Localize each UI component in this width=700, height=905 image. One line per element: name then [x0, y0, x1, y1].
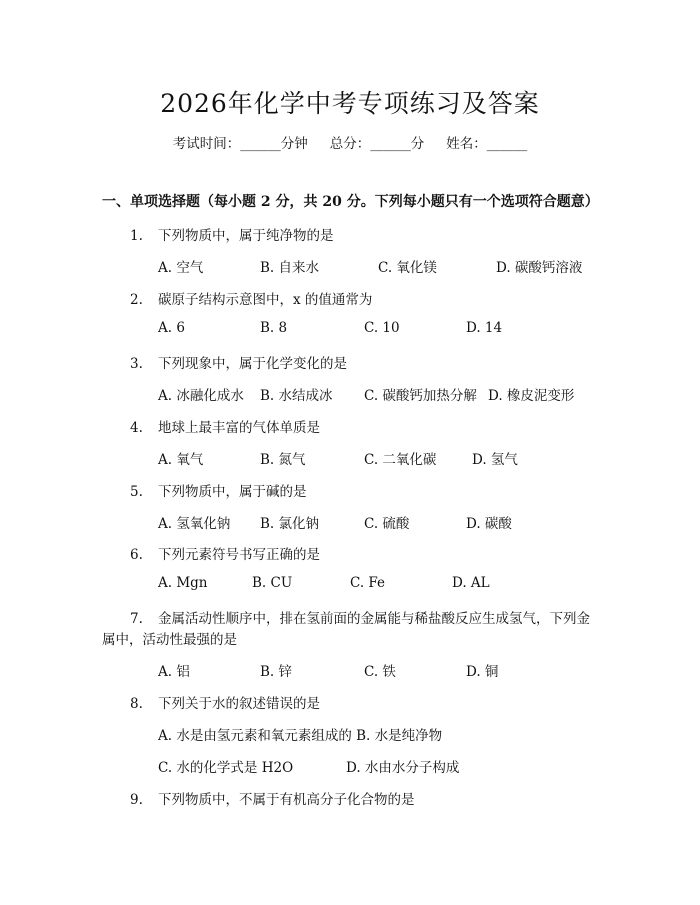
option-a: A. 氢氧化钠 — [158, 516, 231, 532]
option-b: B. CU — [252, 575, 293, 591]
question-text: 下列物质中，属于纯净物的是 — [158, 228, 334, 244]
question-4 — [130, 416, 320, 436]
exam-info-row — [0, 132, 700, 152]
option-c: C. 铁 — [364, 664, 396, 680]
question-text: 下列关于水的叙述错误的是 — [158, 696, 320, 712]
option-c: C. 10 — [364, 320, 400, 336]
question-9 — [130, 788, 415, 808]
option-b: B. 水结成冰 — [260, 388, 333, 404]
option-d: D. 橡皮泥变形 — [488, 388, 575, 404]
option-a: A. 6 — [158, 320, 185, 336]
question-text: 地球上最丰富的气体单质是 — [158, 420, 320, 436]
option-d: D. 碳酸 — [466, 516, 512, 532]
question-number: 5. — [130, 484, 143, 500]
option-c: C. 硫酸 — [364, 516, 410, 532]
option-c: C. 水的化学式是 H2O — [158, 760, 294, 776]
option-a: A. 铝 — [158, 664, 190, 680]
question-7 — [130, 607, 590, 627]
option-a-b: A. 水是由氢元素和氧元素组成的 B. 水是纯净物 — [158, 728, 443, 744]
question-text: 下列现象中，属于化学变化的是 — [158, 356, 347, 372]
question-number: 8. — [130, 696, 143, 712]
option-b: B. 自来水 — [260, 260, 320, 276]
question-7-text-cont: 属中，活动性最强的是 — [102, 632, 237, 648]
question-1 — [130, 224, 334, 244]
option-b: B. 锌 — [260, 664, 293, 680]
option-d: D. 铜 — [466, 664, 499, 680]
total-score-field: 总分：______分 — [329, 136, 425, 152]
question-5 — [130, 480, 307, 500]
question-text: 金属活动性顺序中，排在氢前面的金属能与稀盐酸反应生成氢气，下列金 — [158, 611, 590, 627]
question-number: 7. — [130, 611, 143, 627]
option-d: D. 水由水分子构成 — [346, 760, 460, 776]
question-text: 下列元素符号书写正确的是 — [158, 547, 320, 563]
question-text: 下列物质中，属于碱的是 — [158, 484, 307, 500]
section-heading: 一、单项选择题（每小题 2 分，共 20 分。下列每小题只有一个选项符合题意） — [102, 194, 599, 210]
question-8 — [130, 692, 320, 712]
option-c: C. 氧化镁 — [378, 260, 437, 276]
option-d: D. AL — [452, 575, 490, 591]
option-d: D. 碳酸钙溶液 — [496, 260, 583, 276]
question-number: 9. — [130, 792, 143, 808]
question-3 — [130, 352, 347, 372]
question-number: 3. — [130, 356, 143, 372]
option-a: A. Mgn — [158, 575, 208, 591]
option-b: B. 氮气 — [260, 452, 306, 468]
question-number: 6. — [130, 547, 143, 563]
option-a: A. 氧气 — [158, 452, 204, 468]
question-number: 1. — [130, 228, 143, 244]
name-field: 姓名：______ — [446, 136, 528, 152]
option-a: A. 空气 — [158, 260, 204, 276]
question-text: 下列物质中，不属于有机高分子化合物的是 — [158, 792, 415, 808]
option-c: C. 碳酸钙加热分解 — [364, 388, 477, 404]
question-2 — [130, 288, 372, 308]
option-b: B. 氯化钠 — [260, 516, 320, 532]
question-number: 4. — [130, 420, 143, 436]
exam-time-field: 考试时间：______分钟 — [172, 136, 308, 152]
option-a: A. 冰融化成水 — [158, 388, 244, 404]
question-text: 碳原子结构示意图中，x 的值通常为 — [158, 292, 373, 308]
question-number: 2. — [130, 292, 143, 308]
option-c: C. Fe — [350, 575, 386, 591]
page-title: 2026年化学中考专项练习及答案 — [160, 89, 540, 118]
option-c: C. 二氧化碳 — [364, 452, 437, 468]
option-d: D. 氢气 — [472, 452, 518, 468]
question-6 — [130, 543, 320, 563]
option-d: D. 14 — [466, 320, 503, 336]
option-b: B. 8 — [260, 320, 288, 336]
